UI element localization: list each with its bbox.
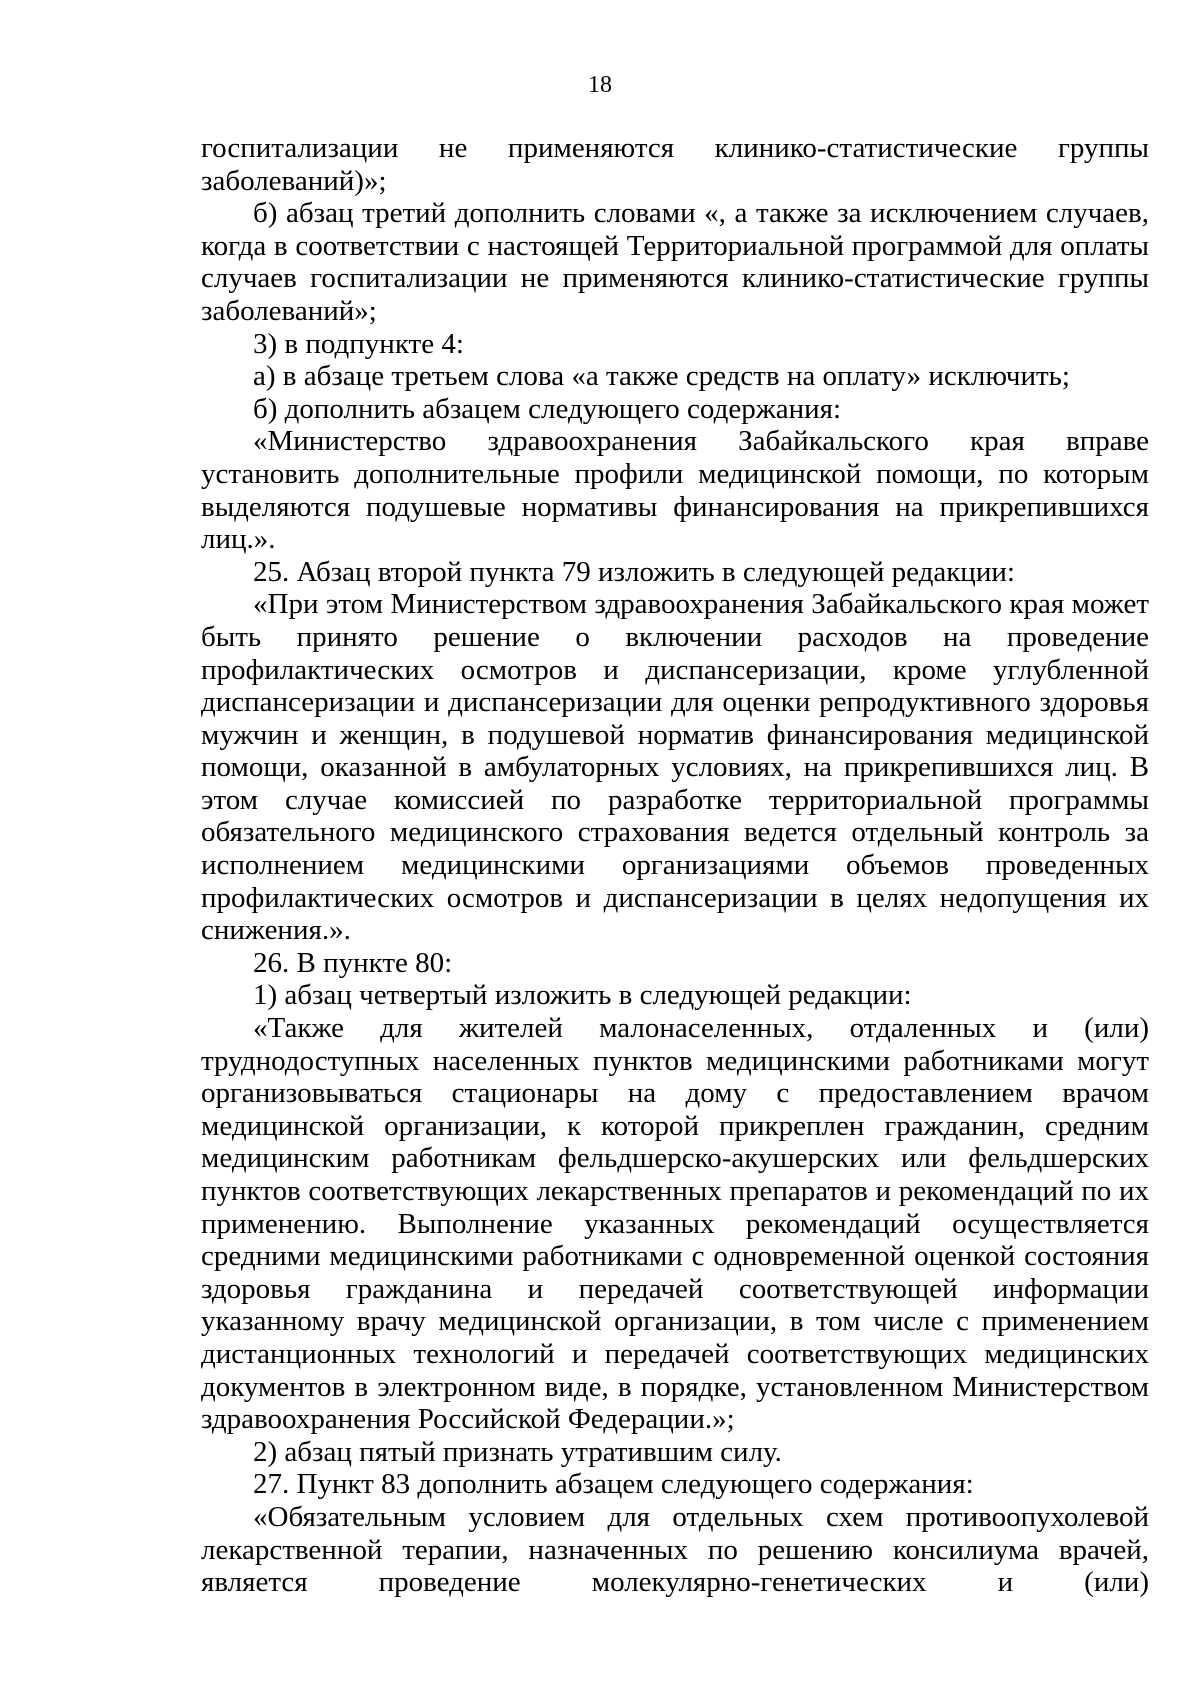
paragraph: 1) абзац четвертый изложить в следующей редакции: [253, 979, 912, 1012]
paragraph: «Обязательным условием для отдельных схем противоопухолевой лекарственной терапии, назначенных по решению консилиума врачей, является проведение молекулярно-генетических и (или) [201, 1500, 1149, 1599]
paragraph: 2) абзац пятый признать утратившим силу. [253, 1435, 782, 1468]
paragraph: 26. В пункте 80: [253, 946, 453, 979]
paragraph: б) абзац третий дополнить словами «, а также за исключением случаев, когда в соответствии с настоящей Территориальной программой для оплаты случаев госпитализации не применяются клинико-статистические группы заболеваний»; [201, 197, 1149, 327]
paragraph: «При этом Министерством здравоохранения Забайкальского края может быть принято решение о включении расходов на проведение профилактических осмотров и диспансеризации, кроме углубленной диспансеризации и диспансеризации для оценки репродуктивного здоровья мужчин и женщин, в подушевой норматив финансирования медицинской помощи, оказанной в амбулаторных условиях, на прикрепившихся лиц. В этом случае комиссией по разработке территориальной программы обязательного медицинского страхования ведется отдельный контроль за исполнением медицинскими организациями объемов проведенных профилактических осмотров и диспансеризации в целях недопущения их снижения.». [201, 588, 1149, 947]
paragraph: 3) в подпункте 4: [253, 327, 464, 360]
paragraph: «Также для жителей малонаселенных, отдаленных и (или) труднодоступных населенных пунктов медицинскими работниками могут организовываться стационары на дому с предоставлением врачом медицинской организации, к которой прикреплен гражданин, средним медицинским работникам фельдшерско-акушерских или фельдшерских пунктов соответствующих лекарственных препаратов и рекомендаций по их применению. Выполнение указанных рекомендаций осуществляется средними медицинскими работниками с одновременной оценкой состояния здоровья гражданина и передачей соответствующей информации указанному врачу медицинской организации, в том числе с применением дистанционных технологий и передачей соответствующих медицинских документов в электронном виде, в порядке, установленном Министерством здравоохранения Российской Федерации.»; [201, 1012, 1149, 1436]
document-body [201, 132, 1149, 1599]
paragraph: 25. Абзац второй пункта 79 изложить в следующей редакции: [253, 555, 1015, 588]
paragraph: госпитализации не применяются клинико-статистические группы заболеваний)»; [201, 132, 1149, 197]
paragraph: «Министерство здравоохранения Забайкальского края вправе установить дополнительные профили медицинской помощи, по которым выделяются подушевые нормативы финансирования на прикрепившихся лиц.». [201, 425, 1149, 556]
page-number: 18 [588, 72, 612, 98]
paragraph: б) дополнить абзацем следующего содержания: [253, 392, 842, 425]
paragraph: 27. Пункт 83 дополнить абзацем следующего содержания: [253, 1468, 974, 1501]
paragraph: а) в абзаце третьем слова «а также средств на оплату» исключить; [253, 360, 1070, 393]
